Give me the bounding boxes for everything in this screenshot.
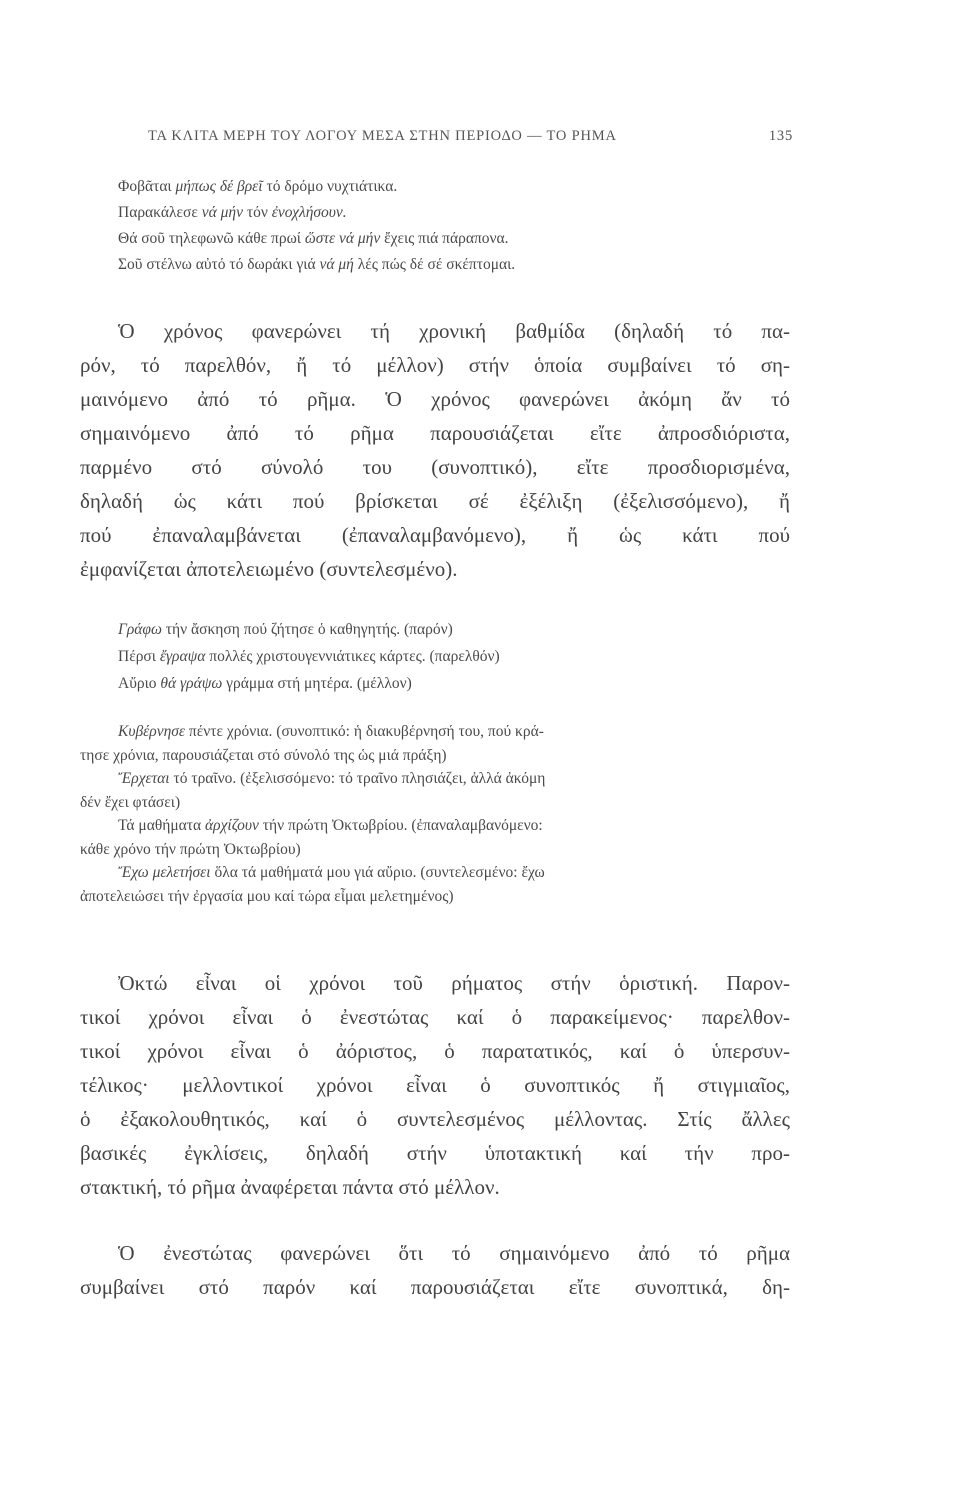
text-line: τικοί χρόνοι εἶναι ὁ ἐνεστώτας καί ὁ παρακείμενος· παρελθον- <box>80 1005 790 1029</box>
text-line: ὁ ἐξακολουθητικός, καί ὁ συντελεσμένος μέλλοντας. Στίς ἄλλες <box>80 1107 790 1131</box>
example-line: Σοῦ στέλνω αὐτό τό δωράκι γιά νά μή λές πώς δέ σέ σκέπτομαι. <box>118 256 516 273</box>
text-line: τέλικος· μελλοντικοί χρόνοι εἶναι ὁ συνοπτικός ἤ στιγμιαῖος, <box>80 1073 790 1097</box>
example-line: Ἔρχεται τό τραῖνο. (ἐξελισσόμενο: τό τραῖνο πλησιάζει, ἀλλά ἀκόμη <box>118 770 546 787</box>
text-line: τικοί χρόνοι εἶναι ὁ ἀόριστος, ὁ παρατατικός, καί ὁ ὑπερσυν- <box>80 1039 790 1063</box>
text-line: Ὀκτώ εἶναι οἱ χρόνοι τοῦ ρήματος στήν ὁριστική. Παρον- <box>118 971 790 995</box>
text-line: ἐμφανίζεται ἀποτελειωμένο (συντελεσμένο). <box>80 557 458 581</box>
text-line: πού ἐπαναλαμβάνεται (ἐπαναλαμβανόμενο), ἤ ὡς κάτι πού <box>80 523 790 547</box>
paragraph-tense-definition <box>80 314 790 586</box>
example-line: Αὔριο θά γράψω γράμμα στή μητέρα. (μέλλον) <box>118 675 412 692</box>
running-title: ΤΑ ΚΛΙΤΑ ΜΕΡΗ ΤΟΥ ΛΟΓΟΥ ΜΕΣΑ ΣΤΗΝ ΠΕΡΙΟΔΟ — ΤΟ ΡΗΜΑ <box>148 128 617 144</box>
text-line: σημαινόμενο ἀπό τό ρῆμα παρουσιάζεται εἴτε ἀπροσδιόριστα, <box>80 421 790 445</box>
example-line: Ἔχω μελετήσει ὅλα τά μαθήματά μου γιά αὔριο. (συντελεσμένο: ἔχω <box>118 864 545 881</box>
paragraph-present-tense <box>80 1236 790 1304</box>
text-line: Ὁ ἐνεστώτας φανερώνει ὅτι τό σημαινόμενο ἀπό τό ρῆμα <box>118 1241 790 1265</box>
text-line: ρόν, τό παρελθόν, ἤ τό μέλλον) στήν ὁποία συμβαίνει τό ση- <box>80 353 790 377</box>
example-line: Παρακάλεσε νά μήν τόν ἐνοχλήσουν. <box>118 204 347 221</box>
page-number: 135 <box>768 128 793 144</box>
example-line: Πέρσι ἔγραψα πολλές χριστουγεννιάτικες κάρτες. (παρελθόν) <box>118 648 500 665</box>
example-line: Φοβᾶται μήπως δέ βρεῖ τό δρόμο νυχτιάτικα. <box>118 178 398 195</box>
example-line: ἀποτελειώσει τήν ἐργασία μου καί τώρα εἶμαι μελετημένος) <box>80 887 454 905</box>
example-line: Γράφω τήν ἄσκηση πού ζήτησε ὁ καθηγητής. (παρόν) <box>118 621 453 638</box>
example-line: τησε χρόνια, παρουσιάζεται στό σύνολό της ὡς μιά πράξη) <box>80 746 447 764</box>
text-line: στακτική, τό ρῆμα ἀναφέρεται πάντα στό μέλλον. <box>80 1175 500 1199</box>
text-line: μαινόμενο ἀπό τό ρῆμα. Ὁ χρόνος φανερώνει ἀκόμη ἄν τό <box>80 387 790 411</box>
text-line: βασικές ἐγκλίσεις, δηλαδή στήν ὑποτακτική καί τήν προ- <box>80 1141 790 1165</box>
example-line: Τά μαθήματα ἀρχίζουν τήν πρώτη Ὀκτωβρίου. (ἐπαναλαμβανόμενο: <box>118 817 543 834</box>
text-line: παρμένο στό σύνολό του (συνοπτικό), εἴτε προσδιορισμένα, <box>80 455 790 479</box>
paragraph-eight-tenses <box>80 966 790 1204</box>
example-line: Θά σοῦ τηλεφωνῶ κάθε πρωί ὥστε νά μήν ἔχεις πιά πάραπονα. <box>118 230 509 247</box>
text-line: δηλαδή ὡς κάτι πού βρίσκεται σέ ἐξέλιξη (ἐξελισσόμενο), ἤ <box>80 489 790 513</box>
example-block-aspect <box>80 720 795 908</box>
example-line: δέν ἔχει φτάσει) <box>80 793 181 811</box>
running-header <box>148 128 793 145</box>
text-line: Ὁ χρόνος φανερώνει τή χρονική βαθμίδα (δηλαδή τό πα- <box>118 319 790 343</box>
example-line: κάθε χρόνο τήν πρώτη Ὀκτωβρίου) <box>80 840 301 858</box>
example-line: Κυβέρνησε πέντε χρόνια. (συνοπτικό: ἡ διακυβέρνησή του, πού κρά- <box>118 723 544 740</box>
text-line: συμβαίνει στό παρόν καί παρουσιάζεται εἴτε συνοπτικά, δη- <box>80 1275 790 1299</box>
